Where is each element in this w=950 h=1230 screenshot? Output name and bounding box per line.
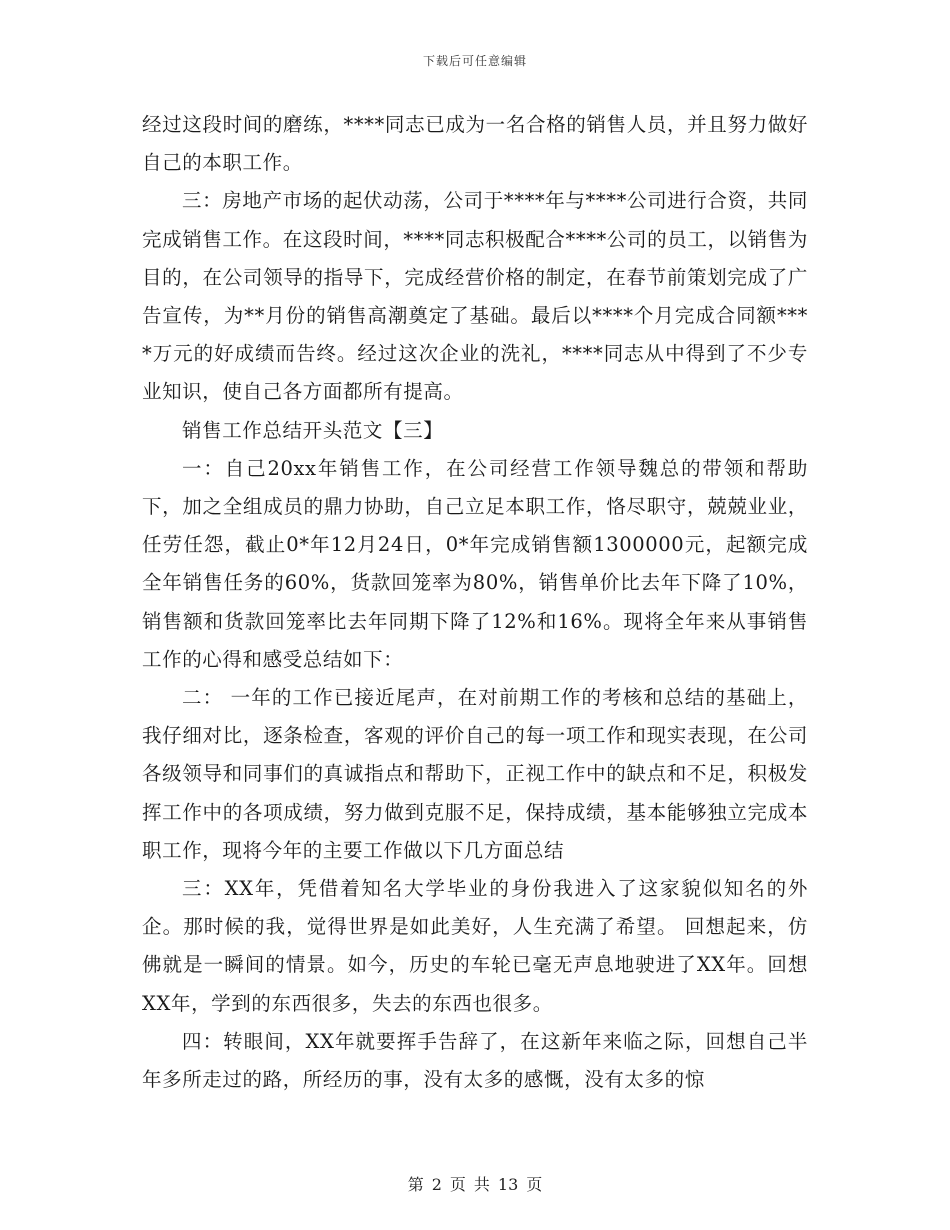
page-header-note: 下载后可任意编辑 <box>422 54 527 68</box>
paragraph-item-four: 四：转眼间，XX年就要挥手告辞了，在这新年来临之际，回想自己半年多所走过的路，所经历的事，没有太多的感慨，没有太多的惊 <box>142 1029 808 1092</box>
paragraph-item-one: 一：自己20xx年销售工作，在公司经营工作领导魏总的带领和帮助下，加之全组成员的鼎力协助，自己立足本职工作，恪尽职守，兢兢业业，任劳任怨，截止0*年12月24日，0*年完成销售额1300000元，起额完成全年销售任务的60%，货款回笼率为80%，销售单价比去年下降了10%，销售额和货款回笼率比去年同期下降了12%和16%。现将全年来从事销售工作的心得和感受总结如下： <box>142 456 808 671</box>
footer-middle: 共 <box>473 1175 490 1194</box>
footer-current-page: 2 <box>431 1175 442 1194</box>
page-footer <box>0 1172 950 1195</box>
section-heading: 销售工作总结开头范文【三】 <box>182 418 444 442</box>
footer-suffix: 页 <box>526 1175 543 1194</box>
paragraph-real-estate: 三：房地产市场的起伏动荡，公司于****年与****公司进行合资，共同完成销售工作。在这段时间，****同志积极配合****公司的员工，以销售为目的，在公司领导的指导下，完成经营价格的制定，在春节前策划完成了广告宣传，为**月份的销售高潮奠定了基础。最后以****个月完成合同额****万元的好成绩而告终。经过这次企业的洗礼，****同志从中得到了不少专业知识，使自己各方面都所有提高。 <box>142 189 808 404</box>
footer-prefix: 第 <box>407 1175 424 1194</box>
footer-total-pages: 13 <box>497 1175 519 1194</box>
paragraph-continuation: 经过这段时间的磨练，****同志已成为一名合格的销售人员，并且努力做好自己的本职工作。 <box>142 113 808 175</box>
paragraph-item-three: 三：XX年，凭借着知名大学毕业的身份我进入了这家貌似知名的外企。那时候的我，觉得世界是如此美好，人生充满了希望。 回想起来，仿佛就是一瞬间的情景。如今，历史的车轮已毫无声息地驶进了XX年。回想XX年，学到的东西很多，失去的东西也很多。 <box>142 877 808 1015</box>
document-body <box>142 106 808 1099</box>
footer-page-unit: 页 <box>449 1175 466 1194</box>
paragraph-item-two: 二： 一年的工作已接近尾声，在对前期工作的考核和总结的基础上，我仔细对比，逐条检查，客观的评价自己的每一项工作和现实表现，在公司各级领导和同事们的真诚指点和帮助下，正视工作中的缺点和不足，积极发挥工作中的各项成绩，努力做到克服不足，保持成绩，基本能够独立完成本职工作，现将今年的主要工作做以下几方面总结 <box>142 686 808 862</box>
